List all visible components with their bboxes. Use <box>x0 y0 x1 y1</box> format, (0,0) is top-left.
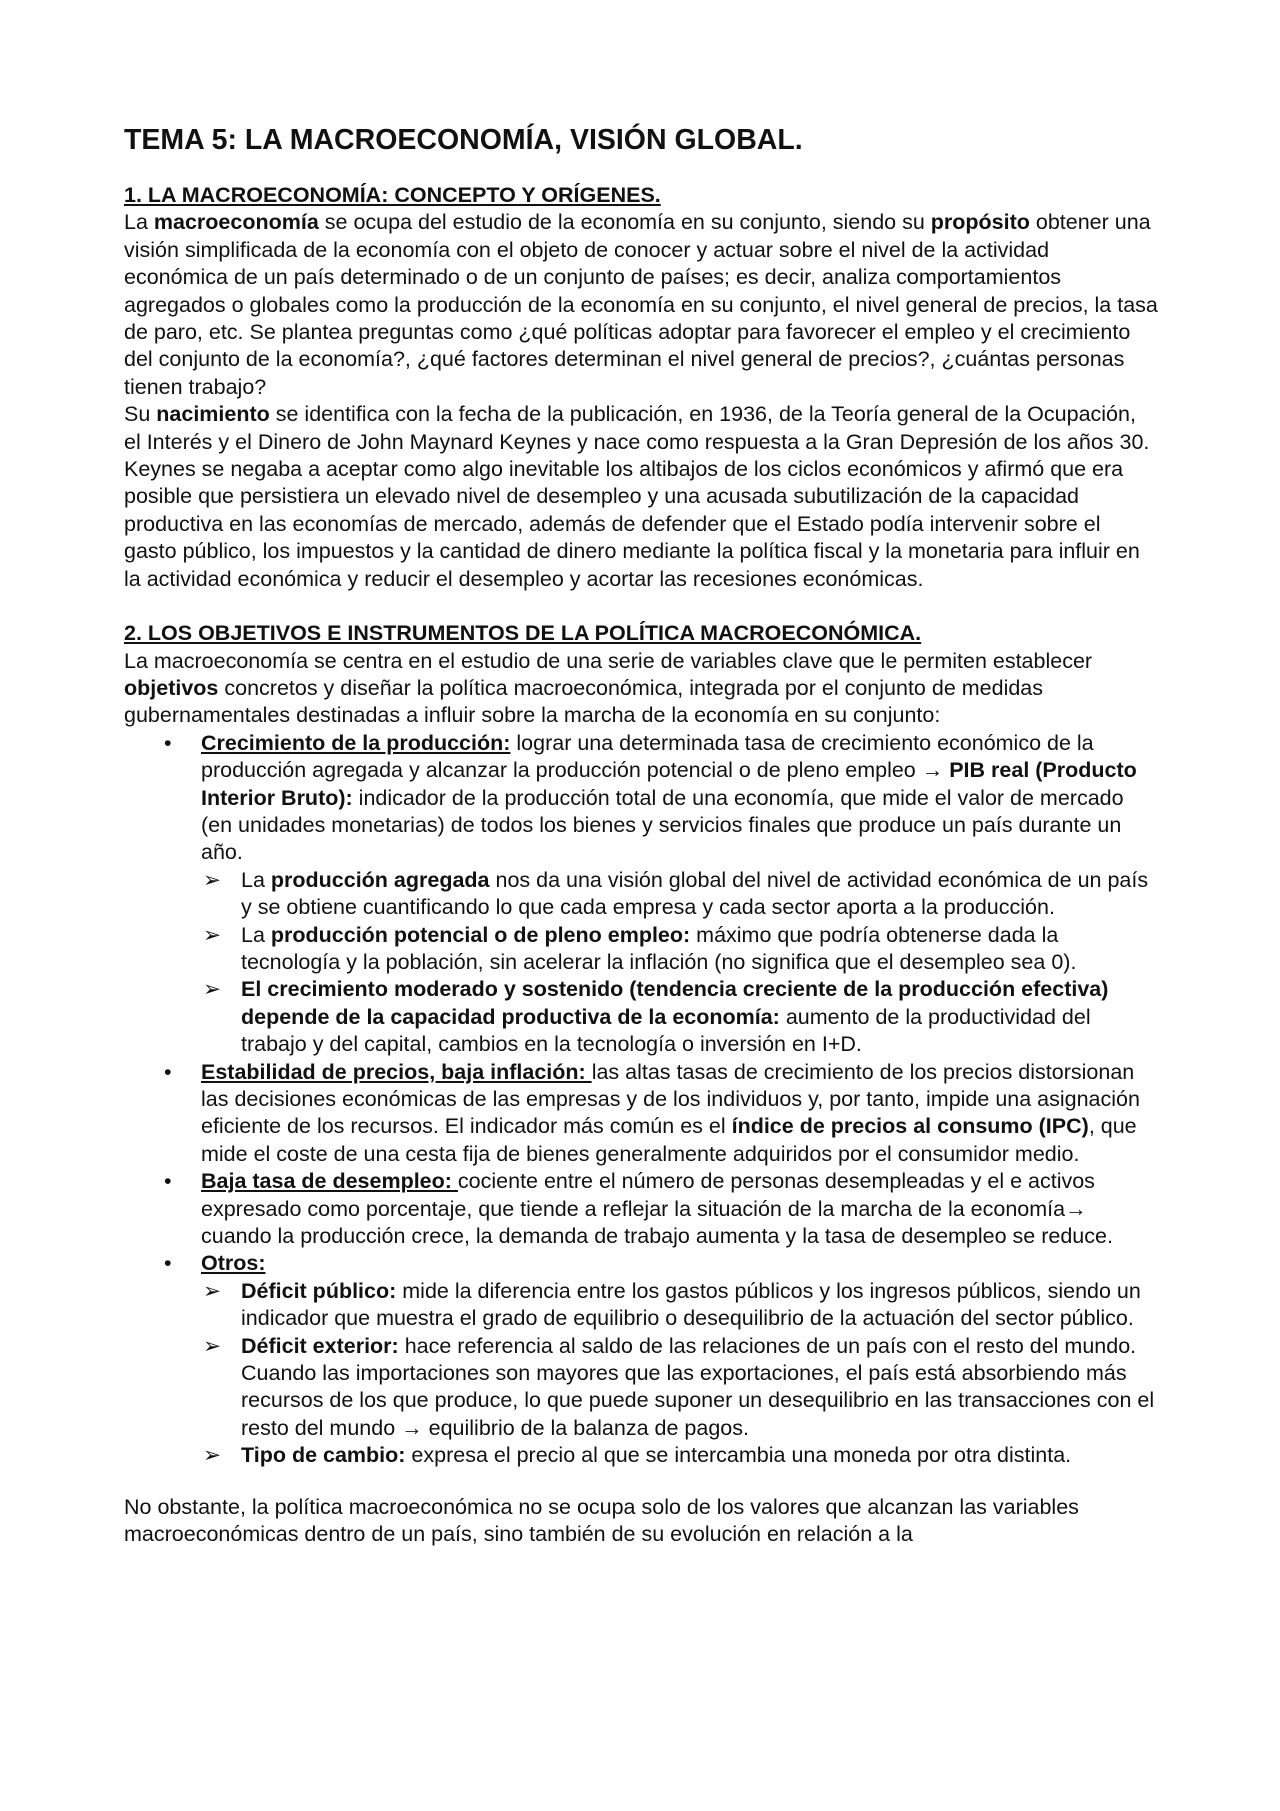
sub-list-item: ➢ La producción agregada nos da una visión global del nivel de actividad económica de un país y se obtiene cuantificando lo que cada empresa y cada sector aporta a la producción. <box>203 867 1149 920</box>
section-2-heading: 2. LOS OBJETIVOS E INSTRUMENTOS DE LA POLÍTICA MACROECONÓMICA. <box>124 621 922 646</box>
sub-list-item: ➢ La producción potencial o de pleno empleo: máximo que podría obtenerse dada la tecnología y la población, sin acelerar la inflación (no significa que el desempleo sea 0). <box>203 922 1077 974</box>
list-item: • Baja tasa de desempleo: cociente entre el número de personas desempleadas y el e activos expresado como porcentaje, que tiende a reflejar la situación de la marcha de la economía→ cuando la producción crece, la demanda de trabajo aumenta y la tasa de desempleo se reduce. <box>164 1169 1113 1249</box>
arrow-bullet-icon: ➢ <box>203 1278 222 1303</box>
arrow-bullet-icon: ➢ <box>203 1443 222 1468</box>
arrow-bullet-icon: ➢ <box>203 1333 222 1358</box>
list-item: • Crecimiento de la producción: lograr una determinada tasa de crecimiento económico de la producción agregada y alcanzar la producción potencial o de pleno empleo → PIB real (Producto Interior Bruto): indicador de la producción total de una economía, que mide el valor de mercado (en unidades monetarias) de todos los bienes y servicios finales que produce un país durante un año. ➢ La producción agregada nos da una visión global del nivel de actividad económica de un país y se obtiene cuantificando lo que cada empresa y cada sector aporta a la producción. ➢ La producción potencial o de pleno empleo: máximo que podría obtenerse dada la tecnología y la población, sin acelerar la inflación (no significa que el desempleo sea 0). ➢ El crecimiento moderado y sostenido (tendencia creciente de la producción efectiva) depende de la capacidad productiva de la economía: aumento de la productividad del trabajo y del capital, cambios en la tecnología o inversión en I+D. <box>124 730 1158 1059</box>
list-item: • Otros: ➢ Déficit público: mide la diferencia entre los gastos públicos y los ingresos públicos, siendo un indicador que muestra el grado de equilibrio o desequilibrio de la actuación del sector público. ➢ Déficit exterior: hace referencia al saldo de las relaciones de un país con el resto del mundo. Cuando las importaciones son mayores que las exportaciones, el país está absorbiendo más recursos de los que produce, lo que puede suponer un desequilibrio en las transacciones con el resto del mundo → equilibrio de la balanza de pagos. ➢ Tipo de cambio: expresa el precio al que se intercambia una moneda por otra distinta. <box>124 1250 1158 1469</box>
closing-paragraph: No obstante, la política macroeconómica no se ocupa solo de los valores que alcanzan las variables macroeconómicas dentro de un país, sino también de su evolución en relación a la <box>124 1494 1079 1547</box>
bullet-icon: • <box>164 730 172 755</box>
list-item: • Estabilidad de precios, baja inflación: las altas tasas de crecimiento de los precios distorsionan las decisiones económicas de las empresas y de los individuos y, por tanto, impide una asignación eficiente de los recursos. El indicador más común es el índice de precios al consumo (IPC), que mide el coste de una cesta fija de bienes generalmente adquiridos por el consumidor medio. <box>164 1059 1140 1166</box>
sub-list-item: ➢ El crecimiento moderado y sostenido (tendencia creciente de la producción efectiva) depende de la capacidad productiva de la economía: aumento de la productividad del trabajo y del capital, cambios en la tecnología o inversión en I+D. <box>203 977 1109 1057</box>
section-2-intro: La macroeconomía se centra en el estudio de una serie de variables clave que le permiten establecer objetivos concretos y diseñar la política macroeconómica, integrada por el conjunto de medidas gubernamentales destinadas a influir sobre la marcha de la economía en su conjunto: <box>124 648 1093 728</box>
sub-list-item: ➢ Déficit público: mide la diferencia entre los gastos públicos y los ingresos públicos, siendo un indicador que muestra el grado de equilibrio o desequilibrio de la actuación del sector público. <box>203 1278 1141 1331</box>
section-1-paragraph-1: La macroeconomía se ocupa del estudio de la economía en su conjunto, siendo su propósito obtener una visión simplificada de la economía con el objeto de conocer y actuar sobre el nivel de la actividad económica de un país determinado o de un conjunto de países; es decir, analiza comportamientos agregados o globales como la producción de la economía en su conjunto, el nivel general de precios, la tasa de paro, etc. Se plantea preguntas como ¿qué políticas adoptar para favorecer el empleo y el crecimiento del conjunto de la economía?, ¿qué factores determinan el nivel general de precios?, ¿cuántas personas tienen trabajo? <box>124 210 1158 399</box>
section-1-heading: 1. LA MACROECONOMÍA: CONCEPTO Y ORÍGENES. <box>124 183 661 207</box>
arrow-bullet-icon: ➢ <box>203 977 222 1002</box>
sub-list <box>201 1278 1158 1470</box>
sub-list-item: ➢ Tipo de cambio: expresa el precio al que se intercambia una moneda por otra distinta. <box>201 1442 1158 1469</box>
arrow-bullet-icon: ➢ <box>203 922 222 947</box>
bullet-icon: • <box>164 1169 172 1194</box>
page-title: TEMA 5: LA MACROECONOMÍA, VISIÓN GLOBAL. <box>124 124 803 156</box>
sub-list-item: ➢ Déficit exterior: hace referencia al saldo de las relaciones de un país con el resto del mundo. Cuando las importaciones son mayores que las exportaciones, el país está absorbiendo más recursos de los que produce, lo que puede suponer un desequilibrio en las transacciones con el resto del mundo → equilibrio de la balanza de pagos. <box>203 1333 1155 1440</box>
bullet-icon: • <box>164 1251 172 1276</box>
objectives-list <box>124 730 1158 1470</box>
bullet-icon: • <box>164 1059 172 1084</box>
sub-list <box>201 867 1158 1059</box>
arrow-bullet-icon: ➢ <box>203 867 222 892</box>
section-1-paragraph-2: Su nacimiento se identifica con la fecha de la publicación, en 1936, de la Teoría general de la Ocupación, el Interés y el Dinero de John Maynard Keynes y nace como respuesta a la Gran Depresión de los años 30. Keynes se negaba a aceptar como algo inevitable los altibajos de los ciclos económicos y afirmó que era posible que persistiera un elevado nivel de desempleo y una acusada subutilización de la capacidad productiva en las economías de mercado, además de defender que el Estado podía intervenir sobre el gasto público, los impuestos y la cantidad de dinero mediante la política fiscal y la monetaria para influir en la actividad económica y reducir el desempleo y acortar las recesiones económicas. <box>124 402 1150 591</box>
